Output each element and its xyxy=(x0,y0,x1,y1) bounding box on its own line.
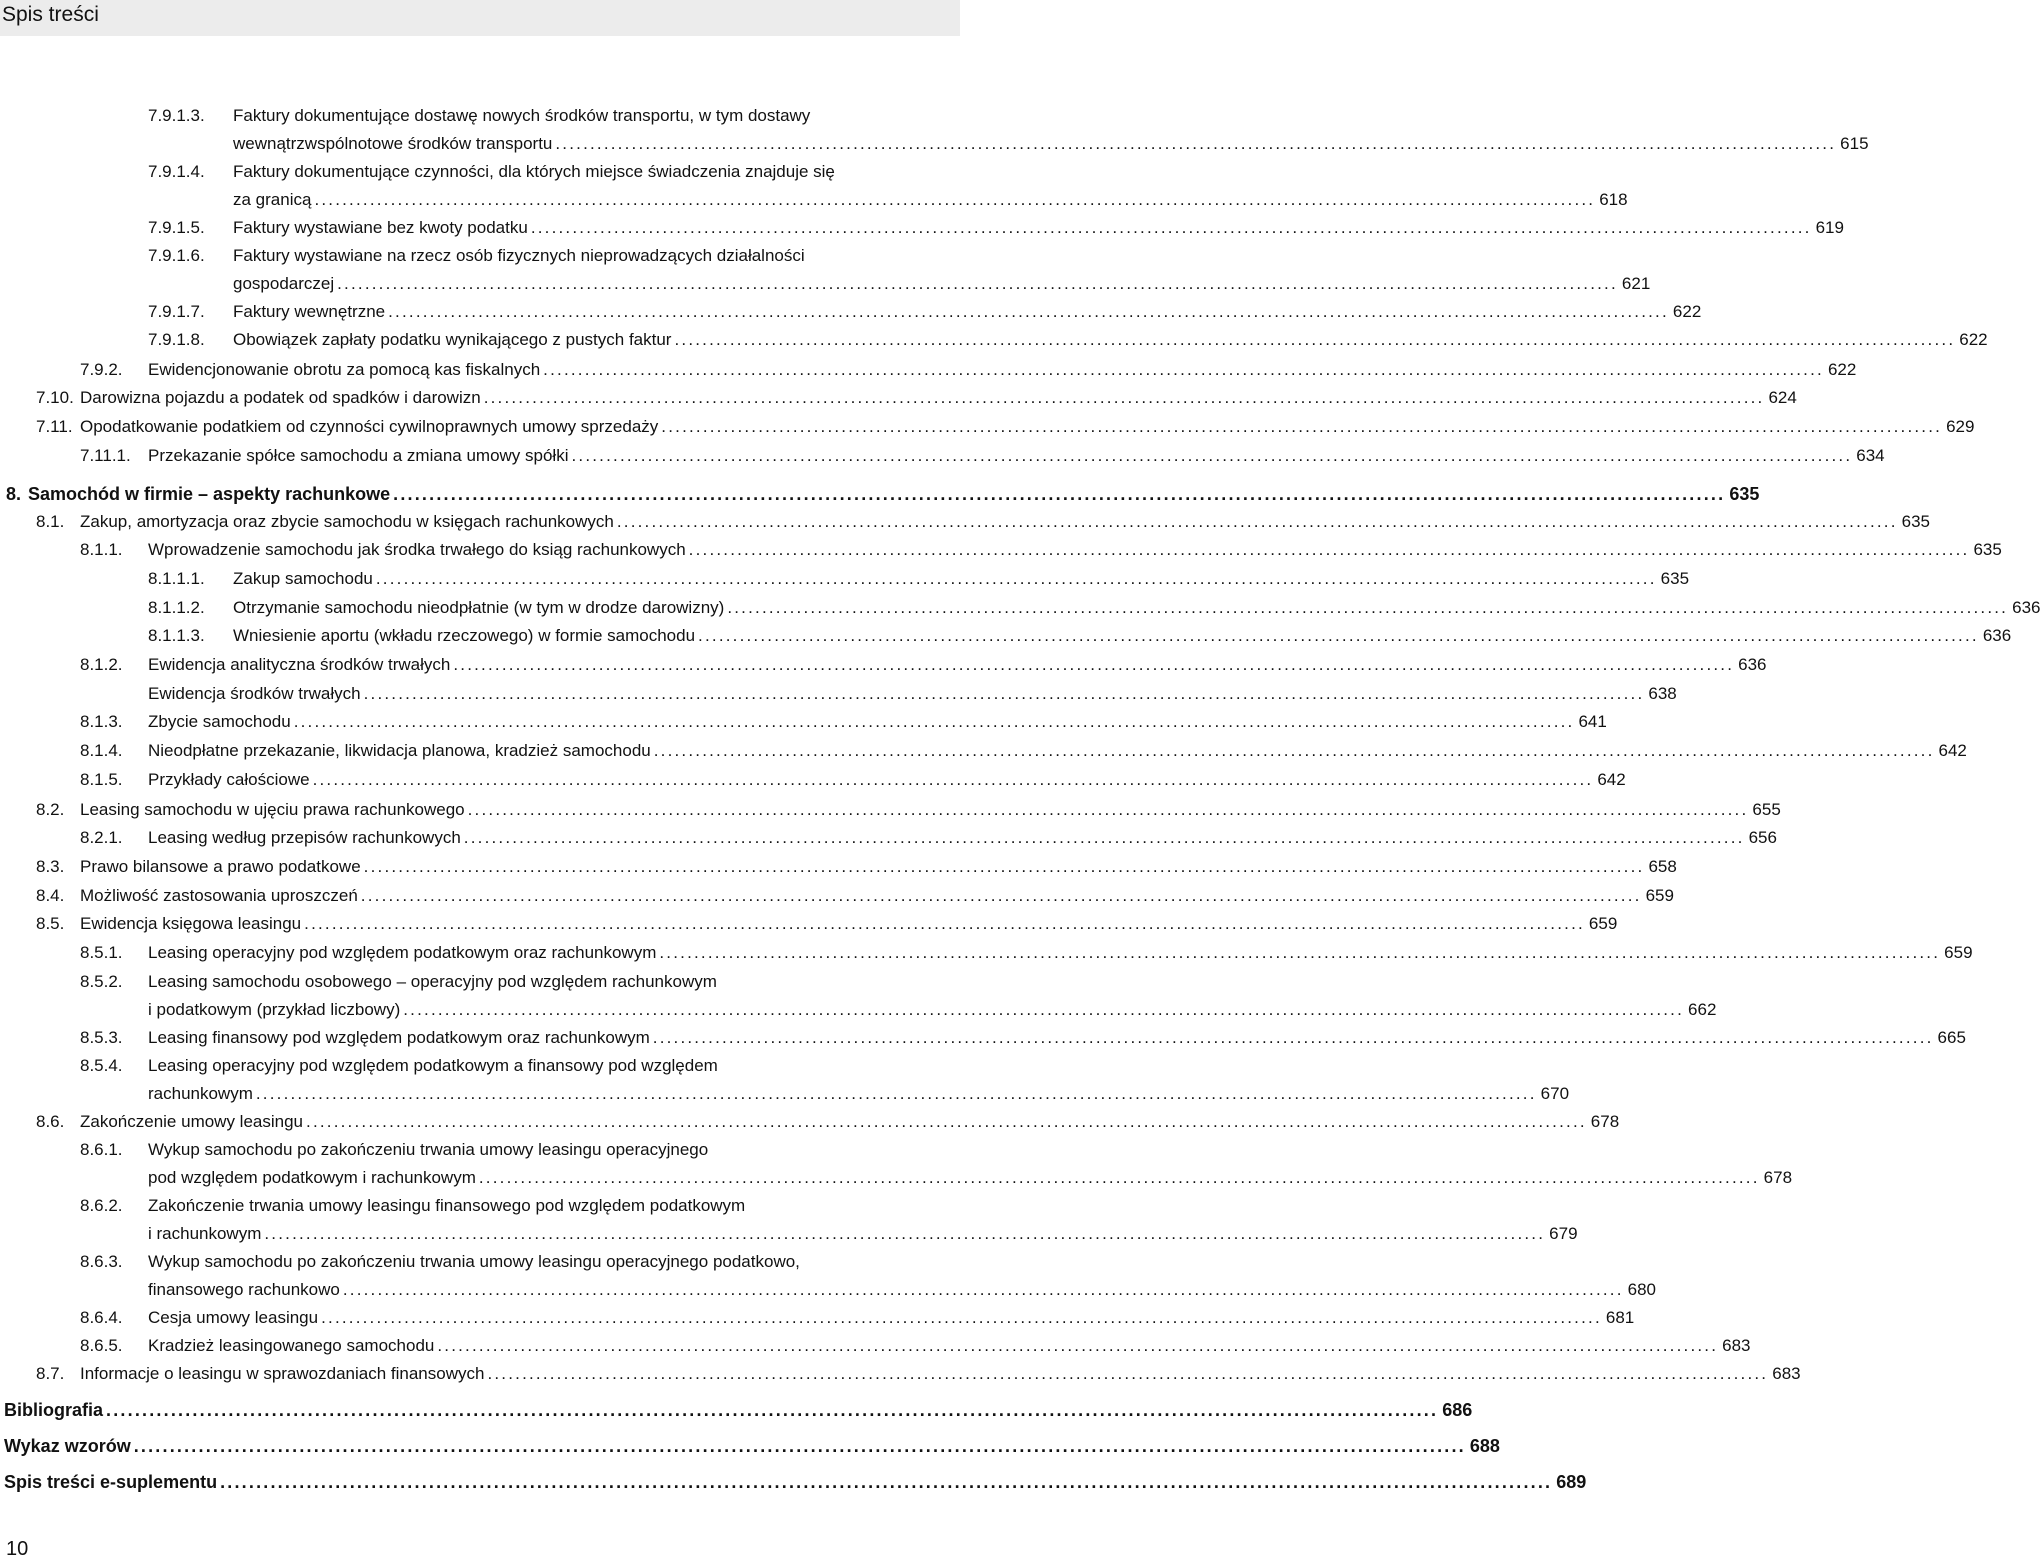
toc-entry-title-line: Wniesienie aportu (wkładu rzeczowego) w formie samochodu xyxy=(233,626,696,645)
toc-entry-number: 8.5.2. xyxy=(80,972,123,991)
toc-entry[interactable] xyxy=(148,158,1628,214)
toc-entry[interactable] xyxy=(80,1052,1570,1108)
toc-entry-number: 7.9.1.6. xyxy=(148,246,205,265)
toc-entry-text xyxy=(148,1332,1751,1360)
toc-entry-title-line: Faktury wewnętrzne xyxy=(233,302,386,321)
toc-leader-dots: ......................................................................................................................................................................................... xyxy=(293,712,1575,731)
toc-entry[interactable] xyxy=(148,565,1690,593)
toc-entry-text xyxy=(80,384,1797,412)
page-number: 10 xyxy=(6,1538,29,1560)
toc-page-number: 670 xyxy=(1540,1084,1570,1103)
toc-entry-number: 7.9.2. xyxy=(80,360,123,379)
toc-leader-dots: ......................................................................................................................................................................................... xyxy=(483,388,1765,407)
toc-entry-title-line: Leasing według przepisów rachunkowych xyxy=(148,828,461,847)
toc-leader-dots: ......................................................................................................................................................................................... xyxy=(543,360,1824,379)
toc-entry[interactable] xyxy=(80,536,2002,564)
toc-leader-dots: ......................................................................................................................................................................................... xyxy=(388,302,1669,321)
toc-entry[interactable] xyxy=(148,242,1651,298)
toc-page-number: 618 xyxy=(1599,190,1628,209)
toc-entry-number: 8.6. xyxy=(36,1112,65,1131)
toc-entry-title-line: finansowego rachunkowo xyxy=(148,1280,340,1299)
toc-entry-number: 8.2. xyxy=(36,800,65,819)
toc-leader-dots: ......................................................................................................................................................................................... xyxy=(363,857,1645,876)
toc-entry-text xyxy=(80,882,1674,910)
toc-entry-text xyxy=(148,824,1777,852)
toc-entry[interactable] xyxy=(4,1396,1473,1424)
toc-entry-number: 8.1.3. xyxy=(80,712,123,731)
toc-entry-number: 8.1.1.1. xyxy=(148,569,205,588)
toc-entry-text xyxy=(148,1192,1578,1248)
toc-entry-title-line: Zakup, amortyzacja oraz zbycie samochodu w księgach rachunkowych xyxy=(80,512,614,531)
toc-entry-text xyxy=(233,622,2012,650)
toc-page-number: 642 xyxy=(1938,741,1967,760)
toc-entry-title-line: Wykup samochodu po zakończeniu trwania umowy leasingu operacyjnego xyxy=(148,1140,709,1159)
toc-entry[interactable] xyxy=(80,824,1777,852)
toc-entry-number: 7.9.1.5. xyxy=(148,218,205,237)
toc-entry-title-line: Leasing finansowy pod względem podatkowym oraz rachunkowym xyxy=(148,1028,650,1047)
toc-entry-title-line: Zakończenie trwania umowy leasingu finansowego pod względem podatkowym xyxy=(148,1196,746,1215)
toc-page-number: 629 xyxy=(1946,417,1975,436)
header-title: Spis treści xyxy=(2,3,99,26)
toc-leader-dots: ......................................................................................................................................................................................... xyxy=(652,1028,1934,1047)
toc-entry-title-line: i rachunkowym xyxy=(148,1224,262,1243)
toc-leader-dots: ......................................................................................................................................................................................... xyxy=(530,218,1812,237)
toc-entry-number: 8.6.2. xyxy=(80,1196,123,1215)
toc-page-number: 636 xyxy=(2012,598,2040,617)
toc-entry[interactable] xyxy=(36,796,1781,824)
toc-entry[interactable] xyxy=(36,508,1931,536)
toc-leader-dots: ......................................................................................................................................................................................... xyxy=(453,655,1735,674)
toc-leader-dots: ......................................................................................................................................................................................... xyxy=(393,484,1726,504)
toc-entry-title-line: Leasing samochodu w ujęciu prawa rachunkowego xyxy=(80,800,465,819)
toc-entry-text xyxy=(148,708,1607,736)
toc-page-number: 622 xyxy=(1672,302,1702,321)
toc-entry-number: 7.11.1. xyxy=(80,446,131,465)
toc-leader-dots: ......................................................................................................................................................................................... xyxy=(555,134,1837,153)
toc-leader-dots: ......................................................................................................................................................................................... xyxy=(304,914,1585,933)
toc-leader-dots: ......................................................................................................................................................................................... xyxy=(342,1280,1624,1299)
toc-entry-title-line: i podatkowym (przykład liczbowy) xyxy=(148,1000,401,1019)
toc-page-number: 680 xyxy=(1627,1280,1657,1299)
toc-entry-title-line: Wykaz wzorów xyxy=(4,1436,131,1456)
toc-entry-title-line: Leasing operacyjny pod względem podatkowym oraz rachunkowym xyxy=(148,943,657,962)
toc-entry-title-line: Ewidencjonowanie obrotu za pomocą kas fiskalnych xyxy=(148,360,541,379)
toc-entry-title-line: pod względem podatkowym i rachunkowym xyxy=(148,1168,476,1187)
toc-entry[interactable] xyxy=(80,442,1885,470)
toc-entry[interactable] xyxy=(36,384,1797,412)
toc-leader-dots: ......................................................................................................................................................................................... xyxy=(698,626,1979,645)
toc-entry-title-line: Faktury dokumentujące dostawę nowych środków transportu, w tym dostawy xyxy=(233,106,811,125)
toc-entry[interactable] xyxy=(80,356,1857,384)
toc-entry-number: 8.6.4. xyxy=(80,1308,123,1327)
toc-leader-dots: ......................................................................................................................................................................................... xyxy=(467,800,1749,819)
toc-entry-number: 7.9.1.3. xyxy=(148,106,205,125)
toc-page-number: 621 xyxy=(1621,274,1651,293)
toc-page-number: 686 xyxy=(1442,1400,1473,1420)
toc-entry-title-line: Ewidencja analityczna środków trwałych xyxy=(148,655,451,674)
toc-entry-text xyxy=(148,651,1767,679)
toc-entry[interactable] xyxy=(80,1304,1635,1332)
toc-entry[interactable] xyxy=(80,968,1717,1024)
toc-leader-dots: ......................................................................................................................................................................................... xyxy=(337,274,1618,293)
toc-entry-number: 8.1.4. xyxy=(80,741,123,760)
toc-page-number: 665 xyxy=(1937,1028,1966,1047)
toc-entry-number: 7.9.1.4. xyxy=(148,162,205,181)
toc-leader-dots: ......................................................................................................................................................................................... xyxy=(571,446,1853,465)
toc-entry[interactable] xyxy=(6,480,1760,508)
toc-entry[interactable] xyxy=(80,939,1973,967)
toc-entry-number: 8.5.1. xyxy=(80,943,123,962)
toc-entry[interactable] xyxy=(148,326,1988,354)
toc-entry[interactable] xyxy=(36,1360,1801,1388)
toc-entry[interactable] xyxy=(36,1108,1620,1136)
toc-entry[interactable] xyxy=(148,622,2012,650)
toc-entry-title-line: Zakończenie umowy leasingu xyxy=(80,1112,304,1131)
toc-entry-text xyxy=(148,1136,1793,1192)
toc-entry[interactable] xyxy=(36,882,1674,910)
toc-entry[interactable] xyxy=(80,1248,1657,1304)
toc-entry-number: 8.6.3. xyxy=(80,1252,123,1271)
toc-entry[interactable] xyxy=(80,651,1767,679)
toc-entry-text xyxy=(80,508,1931,536)
toc-page-number: 636 xyxy=(1982,626,2012,645)
toc-page-number: 638 xyxy=(1648,684,1677,703)
toc-entry-text xyxy=(80,1108,1620,1136)
toc-page-number: 688 xyxy=(1469,1436,1500,1456)
toc-entry-title-line: rachunkowym xyxy=(148,1084,253,1103)
toc-entry-number: 8.1.1. xyxy=(80,540,123,559)
toc-entry-title-line: Prawo bilansowe a prawo podatkowe xyxy=(80,857,361,876)
toc-entry-title-line: Wykup samochodu po zakończeniu trwania umowy leasingu operacyjnego podatkowo, xyxy=(148,1252,800,1271)
toc-entry-title-line: Opodatkowanie podatkiem od czynności cywilnoprawnych umowy sprzedaży xyxy=(80,417,659,436)
toc-entry-number: 8.4. xyxy=(36,886,65,905)
toc-entry-title-line: Przykłady całościowe xyxy=(148,770,310,789)
toc-entry-title-line: Nieodpłatne przekazanie, likwidacja planowa, kradzież samochodu xyxy=(148,741,651,760)
toc-leader-dots: ......................................................................................................................................................................................... xyxy=(220,1472,1553,1492)
toc-entry-title-line: Faktury dokumentujące czynności, dla których miejsce świadczenia znajduje się xyxy=(233,162,835,181)
toc-entry-title-line: Darowizna pojazdu a podatek od spadków i darowizn xyxy=(80,388,481,407)
toc-entry-text xyxy=(80,796,1781,824)
toc-entry[interactable] xyxy=(148,680,1677,708)
toc-leader-dots: ......................................................................................................................................................................................... xyxy=(255,1084,1537,1103)
toc-entry-title-line: wewnątrzwspólnotowe środków transportu xyxy=(233,134,553,153)
toc-leader-dots: ......................................................................................................................................................................................... xyxy=(375,569,1657,588)
toc-entry-text xyxy=(233,298,1702,326)
toc-entry-text xyxy=(148,1052,1570,1108)
toc-page-number: 615 xyxy=(1840,134,1869,153)
toc-entry-title-line: Kradzież leasingowanego samochodu xyxy=(148,1336,435,1355)
toc-entry-text xyxy=(148,766,1626,794)
toc-entry-number: 8.2.1. xyxy=(80,828,123,847)
toc-page-number: 683 xyxy=(1722,1336,1751,1355)
toc-leader-dots: ......................................................................................................................................................................................... xyxy=(659,943,1941,962)
toc-entry-text xyxy=(80,853,1677,881)
toc-page-number: 635 xyxy=(1973,540,2002,559)
toc-leader-dots: ......................................................................................................................................................................................... xyxy=(403,1000,1685,1019)
toc-entry-number: 8.5.4. xyxy=(80,1056,123,1075)
toc-entry-title-line: Wprowadzenie samochodu jak środka trwałego do ksiąg rachunkowych xyxy=(148,540,686,559)
toc-page-number: 635 xyxy=(1901,512,1931,531)
toc-entry[interactable] xyxy=(148,102,1869,158)
toc-entry-text xyxy=(148,680,1677,708)
toc-entry-text xyxy=(80,910,1618,938)
toc-entry-number: 8.5.3. xyxy=(80,1028,123,1047)
toc-entry-text xyxy=(148,737,1967,765)
toc-entry-title-line: Faktury wystawiane bez kwoty podatku xyxy=(233,218,528,237)
toc-leader-dots: ......................................................................................................................................................................................... xyxy=(360,886,1642,905)
toc-entry-title-line: Ewidencja księgowa leasingu xyxy=(80,914,302,933)
toc-entry-number: 8.5. xyxy=(36,914,65,933)
toc-page-number: 659 xyxy=(1588,914,1618,933)
toc-entry-text xyxy=(148,968,1717,1024)
toc-page-number: 634 xyxy=(1856,446,1885,465)
toc-entry-number: 8.1.5. xyxy=(80,770,123,789)
toc-entry-text xyxy=(4,1468,1587,1496)
toc-page-number: 689 xyxy=(1556,1472,1587,1492)
toc-page-number: 636 xyxy=(1738,655,1767,674)
toc-entry[interactable] xyxy=(36,910,1618,938)
toc-leader-dots: ......................................................................................................................................................................................... xyxy=(321,1308,1602,1327)
toc-leader-dots: ......................................................................................................................................................................................... xyxy=(314,190,1596,209)
toc-entry-text xyxy=(148,939,1973,967)
toc-entry-title-line: gospodarczej xyxy=(233,274,335,293)
toc-page-number: 624 xyxy=(1768,388,1797,407)
toc-entry-title-line: Leasing operacyjny pod względem podatkowym a finansowy pod względem xyxy=(148,1056,718,1075)
toc-leader-dots: ......................................................................................................................................................................................... xyxy=(674,330,1956,349)
toc-entry-text xyxy=(148,1248,1657,1304)
toc-entry[interactable] xyxy=(80,1136,1793,1192)
toc-entry-number: 7.9.1.7. xyxy=(148,302,205,321)
toc-leader-dots: ......................................................................................................................................................................................... xyxy=(653,741,1935,760)
toc-entry[interactable] xyxy=(80,1192,1578,1248)
toc-leader-dots: ......................................................................................................................................................................................... xyxy=(487,1364,1769,1383)
toc-entry[interactable] xyxy=(80,1024,1966,1052)
toc-page-number: 635 xyxy=(1660,569,1690,588)
toc-entry-title-line: Faktury wystawiane na rzecz osób fizycznych nieprowadzących działalności xyxy=(233,246,805,265)
toc-entry-text xyxy=(233,242,1651,298)
toc-entry[interactable] xyxy=(80,1332,1751,1360)
toc-entry-title-line: Spis treści e-suplementu xyxy=(4,1472,218,1492)
toc-leader-dots: ......................................................................................................................................................................................... xyxy=(616,512,1898,531)
toc-page-number: 641 xyxy=(1578,712,1607,731)
toc-leader-dots: ......................................................................................................................................................................................... xyxy=(661,417,1943,436)
toc-page-number: 635 xyxy=(1729,484,1760,504)
toc-leader-dots: ......................................................................................................................................................................................... xyxy=(688,540,1970,559)
toc-entry[interactable] xyxy=(148,298,1702,326)
toc-page-number: 659 xyxy=(1645,886,1674,905)
toc-entry-number: 8.6.1. xyxy=(80,1140,123,1159)
toc-leader-dots: ......................................................................................................................................................................................... xyxy=(133,1436,1466,1456)
toc-page-number: 678 xyxy=(1763,1168,1793,1187)
toc-entry-title-line: Obowiązek zapłaty podatku wynikającego z pustych faktur xyxy=(233,330,672,349)
toc-entry-title-line: Zakup samochodu xyxy=(233,569,373,588)
toc-entry-text xyxy=(80,413,1975,441)
toc-entry-text xyxy=(28,480,1760,508)
toc-entry-title-line: Możliwość zastosowania uproszczeń xyxy=(80,886,358,905)
toc-leader-dots: ......................................................................................................................................................................................... xyxy=(264,1224,1546,1243)
toc-entry-text xyxy=(233,102,1869,158)
toc-entry-title-line: Otrzymanie samochodu nieodpłatnie (w tym w drodze darowizny) xyxy=(233,598,725,617)
toc-entry-text xyxy=(148,1024,1966,1052)
toc-entry-number: 8. xyxy=(6,484,22,504)
toc-entry-number: 7.11. xyxy=(36,417,73,436)
toc-page-number: 622 xyxy=(1959,330,1988,349)
toc-entry-title-line: Cesja umowy leasingu xyxy=(148,1308,319,1327)
toc-entry[interactable] xyxy=(148,594,2040,622)
toc-entry[interactable] xyxy=(80,766,1626,794)
toc-entry-number: 8.1. xyxy=(36,512,65,531)
toc-entry-text xyxy=(148,442,1885,470)
toc-page-number: 622 xyxy=(1827,360,1857,379)
toc-entry[interactable] xyxy=(4,1432,1500,1460)
toc-entry-text xyxy=(148,356,1857,384)
toc-entry-title-line: Zbycie samochodu xyxy=(148,712,291,731)
toc-entry-number: 8.7. xyxy=(36,1364,65,1383)
toc-page-number: 659 xyxy=(1944,943,1973,962)
toc-entry-title-line: Bibliografia xyxy=(4,1400,104,1420)
toc-entry-number: 8.1.1.3. xyxy=(148,626,205,645)
toc-leader-dots: ......................................................................................................................................................................................... xyxy=(312,770,1594,789)
toc-entry-text xyxy=(233,326,1988,354)
toc-page-number: 656 xyxy=(1748,828,1777,847)
toc-entry-title-line: Leasing samochodu osobowego – operacyjny pod względem rachunkowym xyxy=(148,972,717,991)
toc-entry-number: 8.1.2. xyxy=(80,655,123,674)
toc-entry[interactable] xyxy=(36,413,1975,441)
page-header xyxy=(0,0,960,36)
toc-entry-number: 8.3. xyxy=(36,857,65,876)
toc-entry[interactable] xyxy=(80,737,1967,765)
toc-entry-title-line: Ewidencja środków trwałych xyxy=(148,684,361,703)
toc-page-number: 662 xyxy=(1688,1000,1717,1019)
toc-entry-text xyxy=(80,1360,1801,1388)
toc-entry-text xyxy=(233,565,1690,593)
toc-leader-dots: ......................................................................................................................................................................................... xyxy=(727,598,2009,617)
toc-entry-text xyxy=(148,536,2002,564)
toc-entry-title-line: Przekazanie spółce samochodu a zmiana umowy spółki xyxy=(148,446,569,465)
toc-page-number: 678 xyxy=(1590,1112,1620,1131)
toc-entry-number: 8.6.5. xyxy=(80,1336,123,1355)
toc-entry-text xyxy=(148,1304,1635,1332)
toc-entry-number: 7.10. xyxy=(36,388,74,407)
toc-entry[interactable] xyxy=(148,214,1844,242)
toc-leader-dots: ......................................................................................................................................................................................... xyxy=(437,1336,1719,1355)
toc-page-number: 655 xyxy=(1752,800,1781,819)
toc-entry[interactable] xyxy=(80,708,1607,736)
toc-page-number: 681 xyxy=(1605,1308,1635,1327)
toc-entry-text xyxy=(233,214,1844,242)
toc-entry-text xyxy=(233,158,1628,214)
toc-page-number: 658 xyxy=(1648,857,1677,876)
toc-page-number: 679 xyxy=(1549,1224,1578,1243)
toc-leader-dots: ......................................................................................................................................................................................... xyxy=(106,1400,1439,1420)
toc-leader-dots: ......................................................................................................................................................................................... xyxy=(478,1168,1760,1187)
toc-entry-text xyxy=(4,1396,1473,1424)
toc-page-number: 642 xyxy=(1597,770,1626,789)
toc-leader-dots: ......................................................................................................................................................................................... xyxy=(306,1112,1587,1131)
toc-entry-number: 7.9.1.8. xyxy=(148,330,205,349)
toc-entry[interactable] xyxy=(4,1468,1587,1496)
toc-entry-text xyxy=(233,594,2040,622)
toc-entry-number: 8.1.1.2. xyxy=(148,598,205,617)
toc-leader-dots: ......................................................................................................................................................................................... xyxy=(363,684,1645,703)
toc-entry-title-line: za granicą xyxy=(233,190,312,209)
toc-page-number: 683 xyxy=(1772,1364,1801,1383)
toc-entry[interactable] xyxy=(36,853,1677,881)
toc-entry-text xyxy=(4,1432,1500,1460)
toc-leader-dots: ......................................................................................................................................................................................... xyxy=(463,828,1745,847)
toc-entry-title-line: Informacje o leasingu w sprawozdaniach finansowych xyxy=(80,1364,485,1383)
toc-entry-title-line: Samochód w firmie – aspekty rachunkowe xyxy=(28,484,391,504)
toc-page-number: 619 xyxy=(1815,218,1844,237)
